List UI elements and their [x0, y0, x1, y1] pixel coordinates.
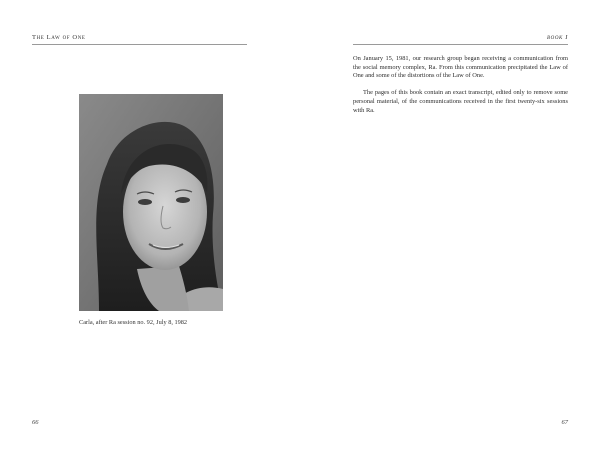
- portrait-photo: [79, 94, 223, 311]
- page-number-right: 67: [561, 419, 568, 426]
- body-text: [353, 55, 568, 124]
- header-rule-left: [32, 44, 247, 45]
- paragraph: The pages of this book contain an exact transcript, edited only to remove some personal material, of the communications received in the first twenty-six sessions with Ra.: [353, 89, 568, 114]
- page-number-left: 66: [32, 419, 39, 426]
- running-head-left: The Law of One: [32, 34, 86, 41]
- right-page: [300, 0, 600, 453]
- paragraph: On January 15, 1981, our research group began receiving a communication from the social memory complex, Ra. From this communication precipitated the Law of One and some of the distortions of the Law of One.: [353, 55, 568, 80]
- portrait-illustration: [79, 94, 223, 311]
- running-head-right: book I: [546, 34, 568, 41]
- header-rule-right: [353, 44, 568, 45]
- photo-caption: Carla, after Ra session no. 92, July 8, 1982: [79, 319, 188, 326]
